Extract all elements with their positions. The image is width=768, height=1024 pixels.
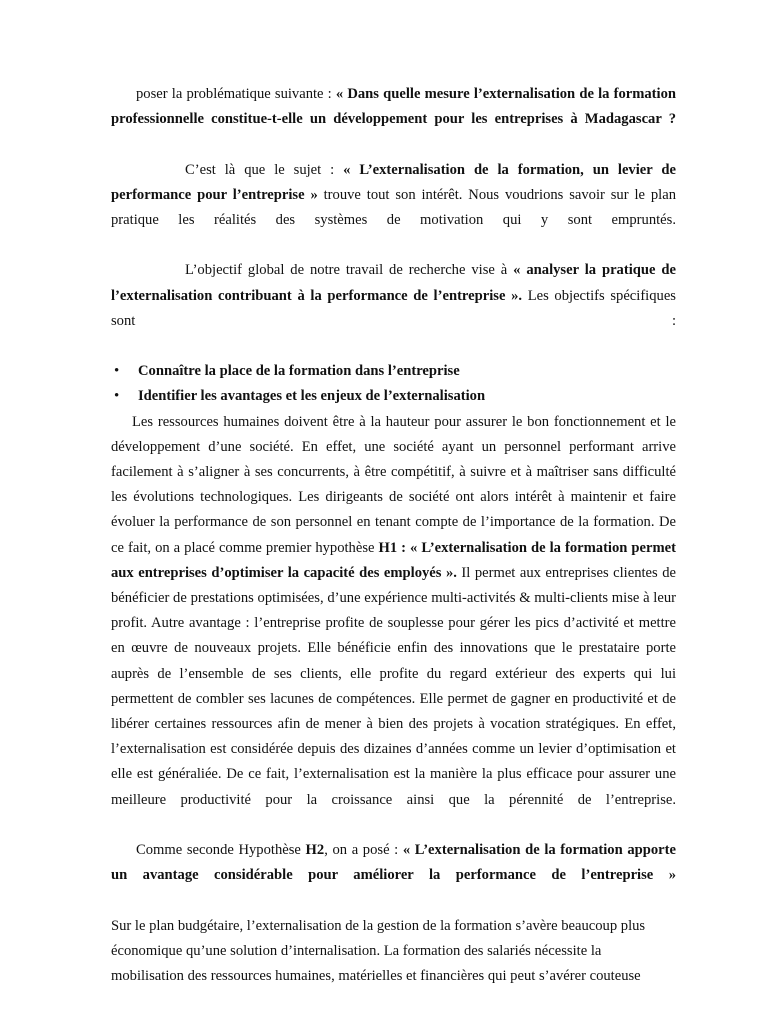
h1-rest: Il permet aux entreprises clientes de bénéficier de prestations optimisées, d’une expérience multi-activités & multi-clients mise à leur profit. Autre avantage : l’entreprise profite de souplesse pour gérer les pics d’activité et mettre en œuvre de nouveaux projets. Elle bénéficie enfin des innovations que le prestataire porte auprès de l’ensemble de ses clients, elle profite du regard extérieur des experts qui lui permettent de combler ses lacunes de compétences. Elle permet de gagner en productivité et de libérer certaines ressources afin de mener à bien des projets à vocation stratégiques. En effet, l’externalisation est considérée depuis des dizaines d’années comme un levier d’optimisation et elle est généraliée. De ce fait, l’externalisation est la manière la plus efficace pour assurer une meilleure productivité pour la croissance ainsi que la pérennité de l’entreprise. (111, 564, 676, 808)
paragraph-objectif (111, 258, 676, 359)
objectif-rest: Les objectifs spécifiques sont : (111, 287, 676, 329)
h2-label: H2 (305, 842, 325, 859)
sujet-rest: trouve tout son intérêt. Nous voudrions savoir sur le plan pratique les réalités des systèmes de motivation qui y sont empruntés. (111, 186, 676, 229)
paragraph-budget-line-1: Sur le plan budgétaire, l’externalisation de la gestion de la formation s’avère beaucoup plus (111, 917, 646, 934)
document-page (111, 82, 676, 989)
problematique-question: « Dans quelle mesure l’externalisation de la formation professionnelle constitue-t-elle un développement pour les entreprises à Madagascar ? (111, 86, 676, 128)
h2-intro: Comme seconde Hypothèse (136, 842, 306, 859)
paragraph-hypothese-2 (111, 838, 676, 914)
sujet-title: « L’externalisation de la formation, un levier de performance pour l’entreprise » (111, 161, 676, 203)
paragraph-budget-line-2: économique qu’une solution d’internalisation. La formation des salariés nécessite la (111, 942, 602, 959)
h2-statement: « L’externalisation de la formation apporte un avantage considérable pour améliorer la performance de l’entreprise » (111, 842, 676, 884)
paragraph-problematique (111, 82, 676, 158)
paragraph-sujet (111, 158, 676, 259)
h1-intro: Les ressources humaines doivent être à la hauteur pour assurer le bon fonctionnement et le développement d’une société. En effet, une société ayant un personnel performant arrive facilement à s’aligner à ses concurrents, à être compétitif, à suivre et à maîtriser sans difficulté les évolutions technologiques. Les dirigeants de société ont alors intérêt à maintenir et faire évoluer la performance de son personnel en tenant compte de l’importance de la formation. De ce fait, on a placé comme premier hypothèse (111, 413, 676, 556)
h2-mid: , on a posé : (324, 842, 403, 859)
objectif-intro: L’objectif global de notre travail de recherche vise à (185, 262, 514, 279)
problematique-intro: poser la problématique suivante : (136, 86, 336, 102)
sujet-intro: C’est là que le sujet : (185, 161, 344, 178)
paragraph-hypothese-1 (111, 410, 676, 838)
list-item-objectif-1: • Connaître la place de la formation dans l’entreprise (111, 359, 676, 384)
paragraph-budget-line-3: mobilisation des ressources humaines, matérielles et financières qui peut s’avérer couteuse (111, 968, 641, 985)
h1-statement: H1 : « L’externalisation de la formation permet aux entreprises d’optimiser la capacité des employés ». (111, 539, 676, 581)
list-item-objectif-2: • Identifier les avantages et les enjeux de l’externalisation (111, 384, 676, 409)
objectif-global: « analyser la pratique de l’externalisation contribuant à la performance de l’entreprise ». (111, 262, 676, 304)
